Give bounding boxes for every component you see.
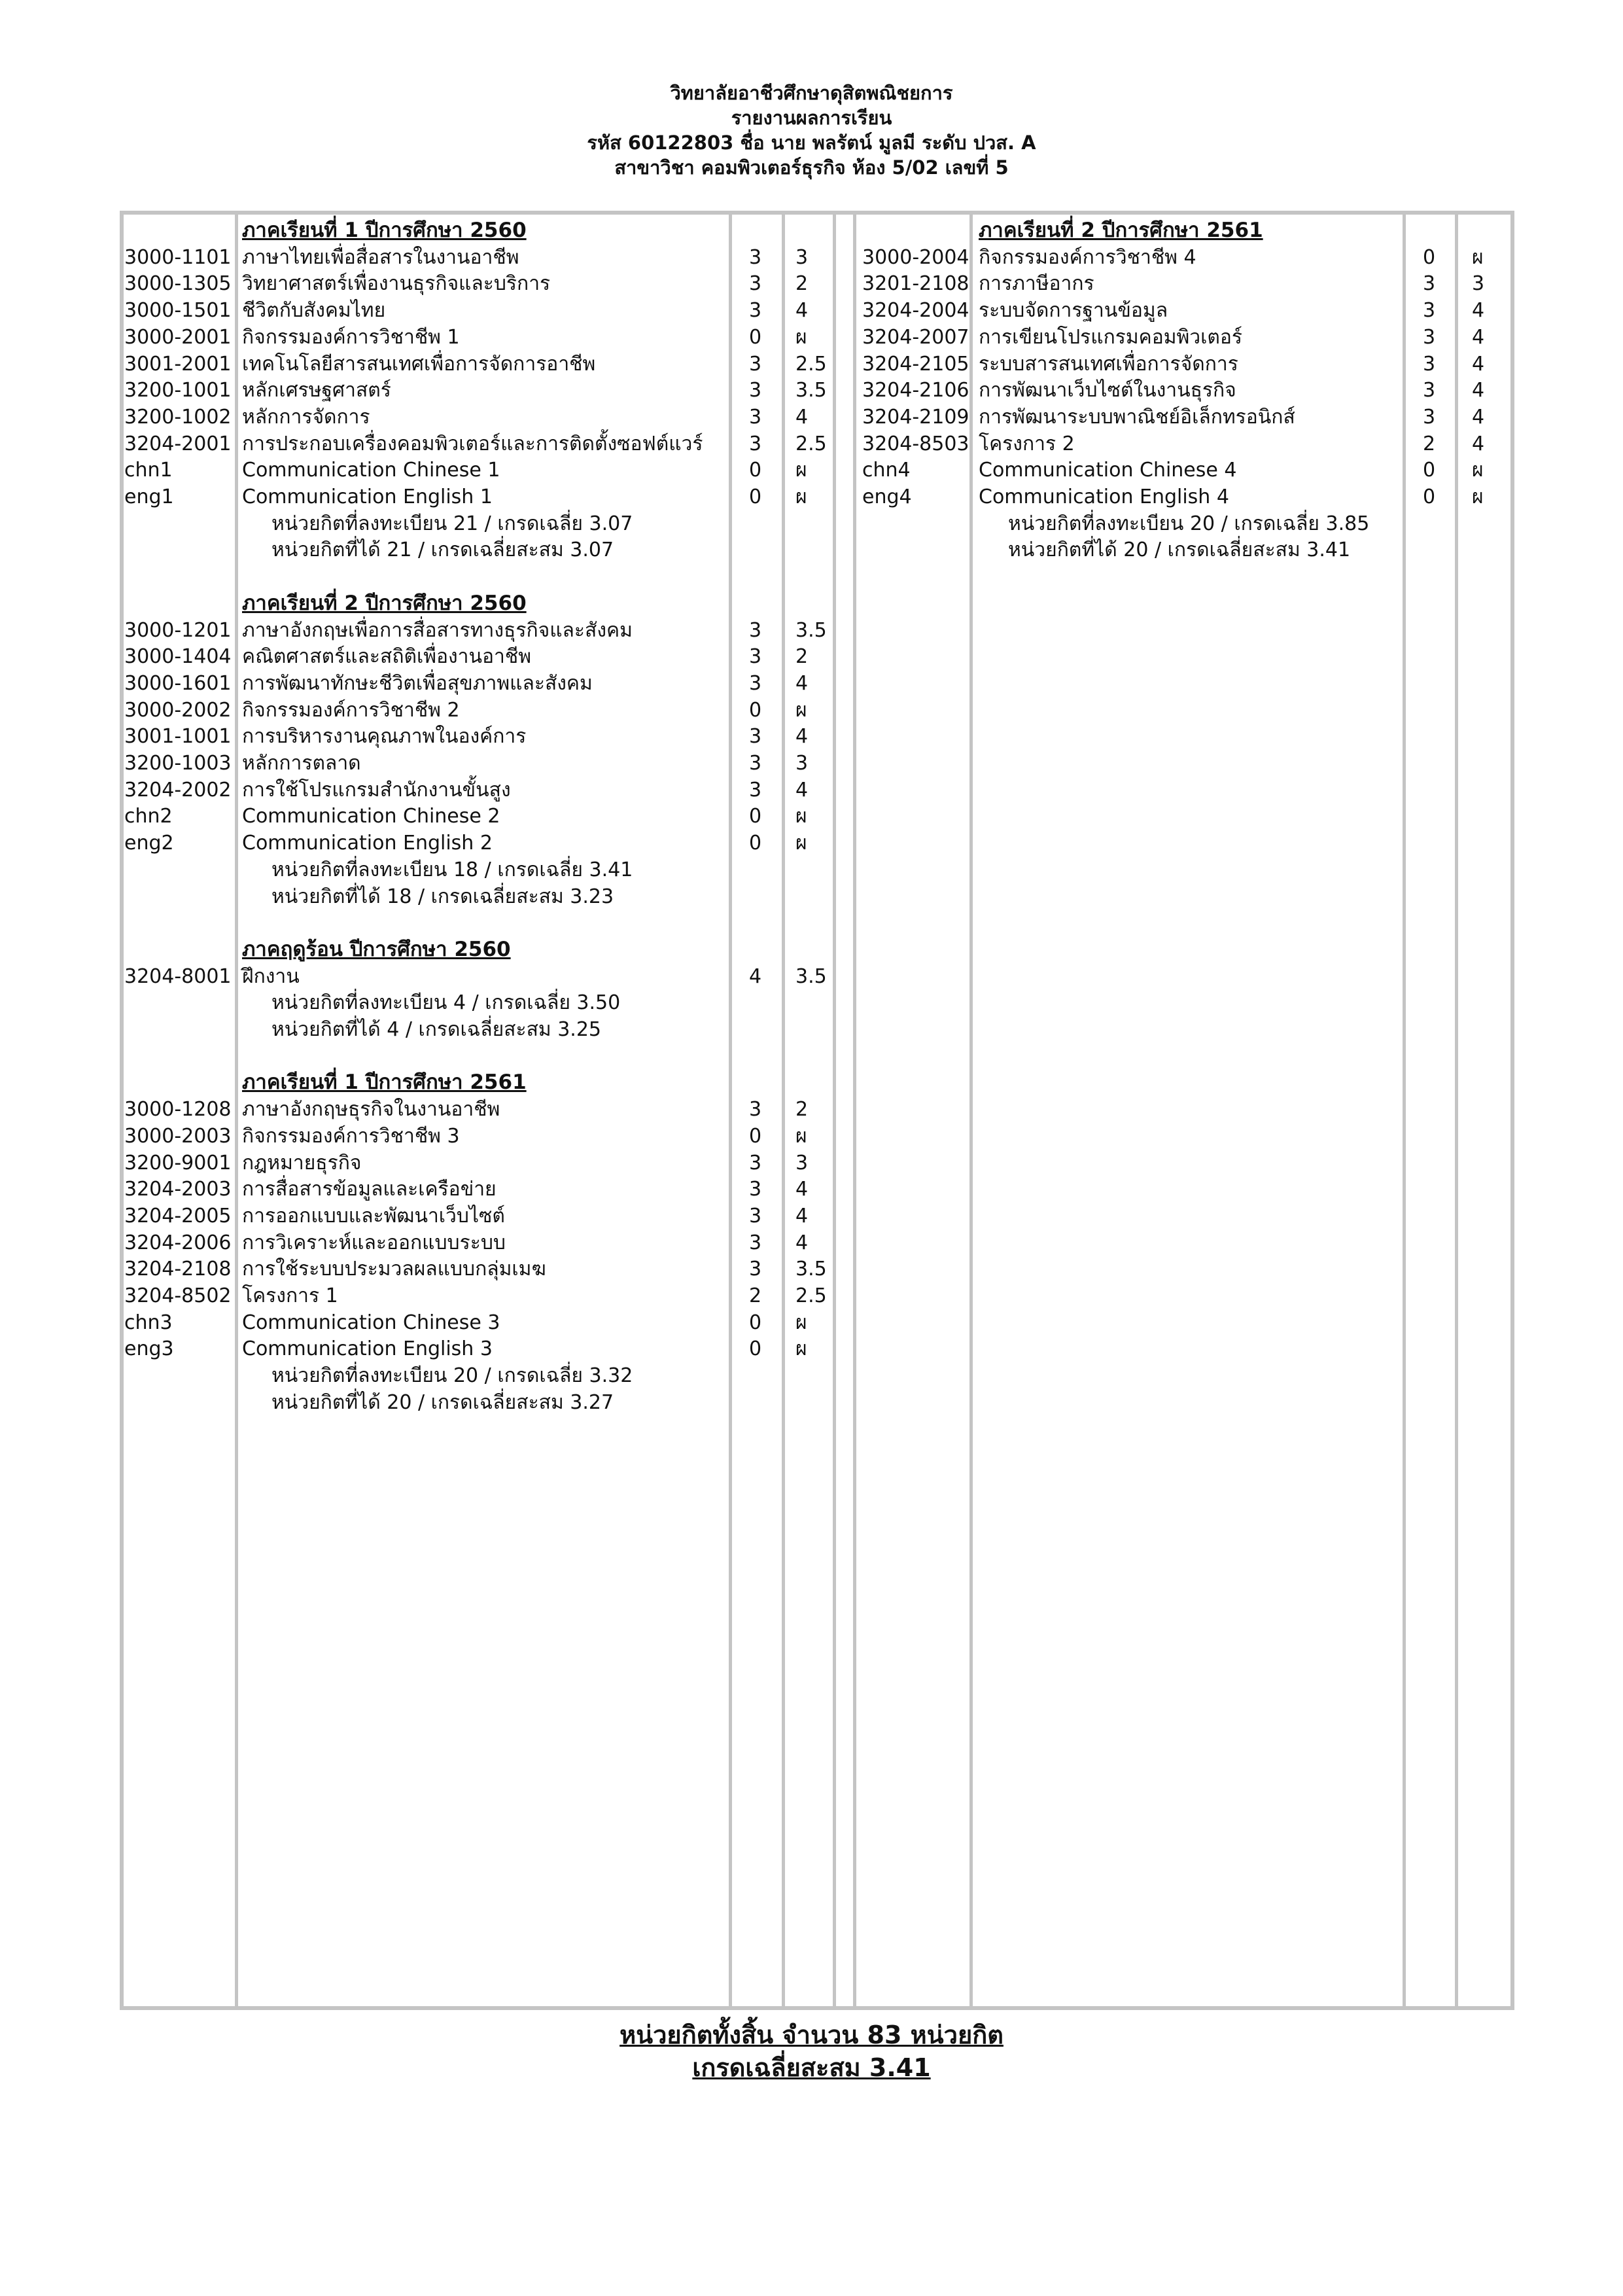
course-grade: ผ xyxy=(795,698,807,722)
semester-title: ภาคเรียนที่ 1 ปีการศึกษา 2560 xyxy=(242,219,527,242)
course-name: ภาษาไทยเพื่อสื่อสารในงานอาชีพ xyxy=(242,245,519,269)
course-code: 3204-2106 xyxy=(862,379,969,402)
semester-summary-earned: หน่วยกิตที่ได้ 4 / เกรดเฉลี่ยสะสม 3.25 xyxy=(271,1018,602,1041)
course-name: หลักการจัดการ xyxy=(242,405,370,429)
course-name: หลักเศรษฐศาสตร์ xyxy=(242,379,391,402)
course-grade: 4 xyxy=(795,299,809,323)
course-code: chn2 xyxy=(124,805,173,828)
course-code: 3000-1201 xyxy=(124,618,232,642)
course-name: กิจกรรมองค์การวิชาชีพ 2 xyxy=(242,698,460,722)
course-code: 3204-2005 xyxy=(124,1204,232,1227)
course-credit: 0 xyxy=(749,1124,762,1148)
cumulative-gpa: เกรดเฉลี่ยสะสม 3.41 xyxy=(692,2053,931,2082)
semester-title: ภาคเรียนที่ 2 ปีการศึกษา 2561 xyxy=(979,219,1263,242)
course-name: โครงการ 1 xyxy=(242,1284,338,1307)
course-name: กฎหมายธุรกิจ xyxy=(242,1151,362,1174)
course-code: chn4 xyxy=(862,459,911,482)
course-row xyxy=(0,777,1623,804)
course-row xyxy=(0,484,1623,510)
course-grade: 3 xyxy=(795,752,809,775)
course-code: 3201-2108 xyxy=(862,272,969,296)
course-grade: 3.5 xyxy=(795,964,827,988)
course-credit: 3 xyxy=(749,1178,762,1201)
course-name: เทคโนโลยีสารสนเทศเพื่อการจัดการอาชีพ xyxy=(242,352,596,376)
report-title: รายงานผลการเรียน xyxy=(731,107,892,129)
course-credit: 4 xyxy=(749,964,762,988)
course-credit: 3 xyxy=(749,1258,762,1281)
course-grade: 2.5 xyxy=(795,1284,827,1307)
course-credit: 3 xyxy=(749,299,762,323)
course-name: ระบบสารสนเทศเพื่อการจัดการ xyxy=(979,352,1238,376)
course-credit: 3 xyxy=(749,645,762,669)
course-name: การออกแบบและพัฒนาเว็บไซต์ xyxy=(242,1204,505,1227)
course-code: 3000-2003 xyxy=(124,1124,232,1148)
course-credit: 3 xyxy=(1423,379,1436,402)
course-row xyxy=(0,244,1623,271)
course-credit: 3 xyxy=(749,752,762,775)
course-code: 3200-1003 xyxy=(124,752,232,775)
course-code: 3000-1404 xyxy=(124,645,232,669)
semester-summary-earned: หน่วยกิตที่ได้ 21 / เกรดเฉลี่ยสะสม 3.07 xyxy=(271,539,614,562)
course-code: 3204-2006 xyxy=(124,1231,232,1254)
course-name: ภาษาอังกฤษธุรกิจในงานอาชีพ xyxy=(242,1098,500,1122)
course-name: Communication Chinese 3 xyxy=(242,1311,500,1334)
course-name: กิจกรรมองค์การวิชาชีพ 1 xyxy=(242,325,460,349)
course-credit: 3 xyxy=(749,432,762,455)
course-grade: ผ xyxy=(795,1124,807,1148)
student-info: รหัส 60122803 ชื่อ นาย พลรัตน์ มูลมี ระดับ ปวส. A xyxy=(587,132,1036,154)
semester-summary-registered: หน่วยกิตที่ลงทะเบียน 4 / เกรดเฉลี่ย 3.50 xyxy=(271,991,621,1015)
course-credit: 0 xyxy=(749,805,762,828)
course-name: ภาษาอังกฤษเพื่อการสื่อสารทางธุรกิจและสังคม xyxy=(242,618,633,642)
course-name: Communication Chinese 2 xyxy=(242,805,500,828)
course-code: 3204-2002 xyxy=(124,778,232,802)
course-name: Communication English 4 xyxy=(979,486,1229,508)
course-code: eng2 xyxy=(124,832,174,855)
course-row xyxy=(0,297,1623,324)
course-credit: 0 xyxy=(749,698,762,722)
course-credit: 3 xyxy=(749,618,762,642)
semester-summary-registered: หน่วยกิตที่ลงทะเบียน 20 / เกรดเฉลี่ย 3.85 xyxy=(1008,512,1370,535)
course-credit: 3 xyxy=(749,272,762,296)
course-credit: 3 xyxy=(749,778,762,802)
course-grade: 4 xyxy=(1472,379,1485,402)
course-credit: 0 xyxy=(749,832,762,855)
course-row xyxy=(0,697,1623,724)
course-code: eng1 xyxy=(124,486,174,508)
course-credit: 0 xyxy=(1423,245,1436,269)
course-credit: 3 xyxy=(749,1204,762,1227)
course-grade: 3 xyxy=(1472,272,1485,296)
course-name: Communication English 1 xyxy=(242,486,493,508)
course-code: 3001-2001 xyxy=(124,352,232,376)
course-credit: 2 xyxy=(1423,432,1436,455)
course-credit: 2 xyxy=(749,1284,762,1307)
course-code: chn3 xyxy=(124,1311,173,1334)
course-credit: 3 xyxy=(749,405,762,429)
course-grade: 4 xyxy=(795,725,809,749)
course-code: 3001-1001 xyxy=(124,725,232,749)
course-grade: 3.5 xyxy=(795,379,827,402)
course-credit: 0 xyxy=(749,459,762,482)
course-name: หลักการตลาด xyxy=(242,752,361,775)
course-row xyxy=(0,1096,1623,1123)
course-name: กิจกรรมองค์การวิชาชีพ 4 xyxy=(979,245,1196,269)
course-code: 3204-2007 xyxy=(862,325,969,349)
course-name: การพัฒนาทักษะชีวิตเพื่อสุขภาพและสังคม xyxy=(242,671,593,695)
course-row xyxy=(0,1256,1623,1282)
course-name: วิทยาศาสตร์เพื่องานธุรกิจและบริการ xyxy=(242,272,551,296)
course-row xyxy=(0,963,1623,990)
course-code: 3000-1305 xyxy=(124,272,232,296)
course-grade: 3.5 xyxy=(795,618,827,642)
course-grade: 2 xyxy=(795,1098,809,1122)
course-code: 3000-1101 xyxy=(124,245,232,269)
semester-title: ภาคเรียนที่ 2 ปีการศึกษา 2560 xyxy=(242,591,527,615)
course-credit: 0 xyxy=(1423,459,1436,482)
course-row xyxy=(0,1150,1623,1176)
course-grade: ผ xyxy=(795,1311,807,1334)
course-credit: 3 xyxy=(749,1231,762,1254)
course-name: Communication English 2 xyxy=(242,832,493,855)
course-grade: 4 xyxy=(1472,352,1485,376)
semester-summary-earned: หน่วยกิตที่ได้ 18 / เกรดเฉลี่ยสะสม 3.23 xyxy=(271,885,614,908)
course-grade: 4 xyxy=(1472,325,1485,349)
course-code: 3200-9001 xyxy=(124,1151,232,1174)
course-code: 3000-1601 xyxy=(124,671,232,695)
course-name: ระบบจัดการฐานข้อมูล xyxy=(979,299,1168,323)
course-grade: ผ xyxy=(795,486,807,508)
course-name: การวิเคราะห์และออกแบบระบบ xyxy=(242,1231,506,1254)
course-grade: ผ xyxy=(795,832,807,855)
course-row xyxy=(0,723,1623,750)
course-credit: 3 xyxy=(749,379,762,402)
course-name: การใช้ระบบประมวลผลแบบกลุ่มเมฆ xyxy=(242,1258,546,1281)
course-row xyxy=(0,617,1623,644)
course-credit: 3 xyxy=(749,1098,762,1122)
program-info: สาขาวิชา คอมพิวเตอร์ธุรกิจ ห้อง 5/02 เลขที่ 5 xyxy=(614,156,1009,179)
course-credit: 0 xyxy=(1423,486,1436,508)
course-row xyxy=(0,404,1623,431)
course-row xyxy=(0,1309,1623,1336)
course-name: การพัฒนาระบบพาณิชย์อิเล็กทรอนิกส์ xyxy=(979,405,1295,429)
course-credit: 3 xyxy=(749,725,762,749)
course-code: 3204-8503 xyxy=(862,432,969,455)
course-grade: ผ xyxy=(795,325,807,349)
course-grade: 3.5 xyxy=(795,1258,827,1281)
course-code: 3204-2001 xyxy=(124,432,232,455)
course-grade: 2 xyxy=(795,272,809,296)
course-credit: 3 xyxy=(1423,325,1436,349)
school-name: วิทยาลัยอาชีวศึกษาดุสิตพณิชยการ xyxy=(670,82,953,104)
course-row xyxy=(0,670,1623,697)
course-credit: 3 xyxy=(1423,405,1436,429)
course-row xyxy=(0,431,1623,457)
course-name: กิจกรรมองค์การวิชาชีพ 3 xyxy=(242,1124,460,1148)
course-row xyxy=(0,803,1623,830)
course-grade: 4 xyxy=(795,778,809,802)
course-row xyxy=(0,457,1623,484)
semester-summary-earned: หน่วยกิตที่ได้ 20 / เกรดเฉลี่ยสะสม 3.41 xyxy=(1008,539,1351,562)
course-code: 3000-1501 xyxy=(124,299,232,323)
course-grade: ผ xyxy=(795,1337,807,1361)
course-row xyxy=(0,324,1623,351)
course-credit: 3 xyxy=(1423,299,1436,323)
course-grade: ผ xyxy=(1472,459,1484,482)
course-code: 3200-1001 xyxy=(124,379,232,402)
course-credit: 0 xyxy=(749,1311,762,1334)
course-credit: 3 xyxy=(749,352,762,376)
course-code: 3204-2105 xyxy=(862,352,969,376)
course-grade: 2.5 xyxy=(795,432,827,455)
course-name: การใช้โปรแกรมสำนักงานขั้นสูง xyxy=(242,778,511,802)
course-row xyxy=(0,377,1623,404)
semester-summary-earned: หน่วยกิตที่ได้ 20 / เกรดเฉลี่ยสะสม 3.27 xyxy=(271,1390,614,1414)
course-grade: 4 xyxy=(795,671,809,695)
course-row xyxy=(0,1229,1623,1256)
course-grade: 4 xyxy=(1472,299,1485,323)
course-row xyxy=(0,351,1623,378)
course-row xyxy=(0,1282,1623,1309)
course-row xyxy=(0,830,1623,857)
course-code: 3204-2003 xyxy=(124,1178,232,1201)
course-grade: 3 xyxy=(795,1151,809,1174)
course-credit: 3 xyxy=(1423,272,1436,296)
course-grade: 4 xyxy=(1472,432,1485,455)
course-name: การสื่อสารข้อมูลและเครือข่าย xyxy=(242,1178,497,1201)
course-name: การภาษีอากร xyxy=(979,272,1094,296)
semester-summary-registered: หน่วยกิตที่ลงทะเบียน 21 / เกรดเฉลี่ย 3.07 xyxy=(271,512,633,535)
course-code: eng4 xyxy=(862,486,912,508)
course-grade: ผ xyxy=(795,805,807,828)
course-name: ชีวิตกับสังคมไทย xyxy=(242,299,386,323)
course-row xyxy=(0,1123,1623,1150)
course-grade: 4 xyxy=(795,1178,809,1201)
course-name: การเขียนโปรแกรมคอมพิวเตอร์ xyxy=(979,325,1242,349)
course-code: 3204-2004 xyxy=(862,299,969,323)
course-name: การบริหารงานคุณภาพในองค์การ xyxy=(242,725,527,749)
course-row xyxy=(0,1335,1623,1362)
course-grade: 2.5 xyxy=(795,352,827,376)
semester-title: ภาคฤดูร้อน ปีการศึกษา 2560 xyxy=(242,937,511,961)
course-code: 3204-8001 xyxy=(124,964,232,988)
course-grade: 4 xyxy=(795,1231,809,1254)
course-code: 3200-1002 xyxy=(124,405,232,429)
course-row xyxy=(0,270,1623,297)
course-credit: 0 xyxy=(749,325,762,349)
course-code: 3000-2002 xyxy=(124,698,232,722)
course-grade: 2 xyxy=(795,645,809,669)
course-name: ฝึกงาน xyxy=(242,964,300,988)
course-name: การพัฒนาเว็บไซต์ในงานธุรกิจ xyxy=(979,379,1236,402)
total-credits: หน่วยกิตทั้งสิ้น จำนวน 83 หน่วยกิต xyxy=(620,2021,1003,2049)
course-row xyxy=(0,750,1623,777)
course-credit: 3 xyxy=(749,671,762,695)
course-credit: 3 xyxy=(1423,352,1436,376)
course-name: Communication English 3 xyxy=(242,1337,493,1361)
course-code: 3204-8502 xyxy=(124,1284,232,1307)
course-grade: 4 xyxy=(795,1204,809,1227)
course-grade: 3 xyxy=(795,245,809,269)
course-name: Communication Chinese 4 xyxy=(979,459,1237,482)
course-grade: ผ xyxy=(795,459,807,482)
course-code: 3000-2004 xyxy=(862,245,969,269)
course-name: Communication Chinese 1 xyxy=(242,459,500,482)
course-grade: ผ xyxy=(1472,245,1484,269)
semester-title: ภาคเรียนที่ 1 ปีการศึกษา 2561 xyxy=(242,1070,527,1095)
course-row xyxy=(0,1203,1623,1229)
course-name: คณิตศาสตร์และสถิติเพื่องานอาชีพ xyxy=(242,645,532,669)
course-code: 3204-2108 xyxy=(124,1258,232,1281)
course-grade: 4 xyxy=(1472,405,1485,429)
course-code: 3000-2001 xyxy=(124,325,232,349)
course-credit: 3 xyxy=(749,245,762,269)
course-credit: 3 xyxy=(749,1151,762,1174)
course-row xyxy=(0,643,1623,670)
course-code: chn1 xyxy=(124,459,173,482)
course-code: 3000-1208 xyxy=(124,1098,232,1122)
course-grade: 4 xyxy=(795,405,809,429)
course-name: การประกอบเครื่องคอมพิวเตอร์และการติดตั้งซอฟต์แวร์ xyxy=(242,432,703,455)
semester-summary-registered: หน่วยกิตที่ลงทะเบียน 18 / เกรดเฉลี่ย 3.41 xyxy=(271,858,633,881)
course-credit: 0 xyxy=(749,486,762,508)
course-code: eng3 xyxy=(124,1337,174,1361)
course-grade: ผ xyxy=(1472,486,1484,508)
course-name: โครงการ 2 xyxy=(979,432,1075,455)
course-code: 3204-2109 xyxy=(862,405,969,429)
course-credit: 0 xyxy=(749,1337,762,1361)
course-row xyxy=(0,1176,1623,1203)
semester-summary-registered: หน่วยกิตที่ลงทะเบียน 20 / เกรดเฉลี่ย 3.32 xyxy=(271,1364,633,1388)
